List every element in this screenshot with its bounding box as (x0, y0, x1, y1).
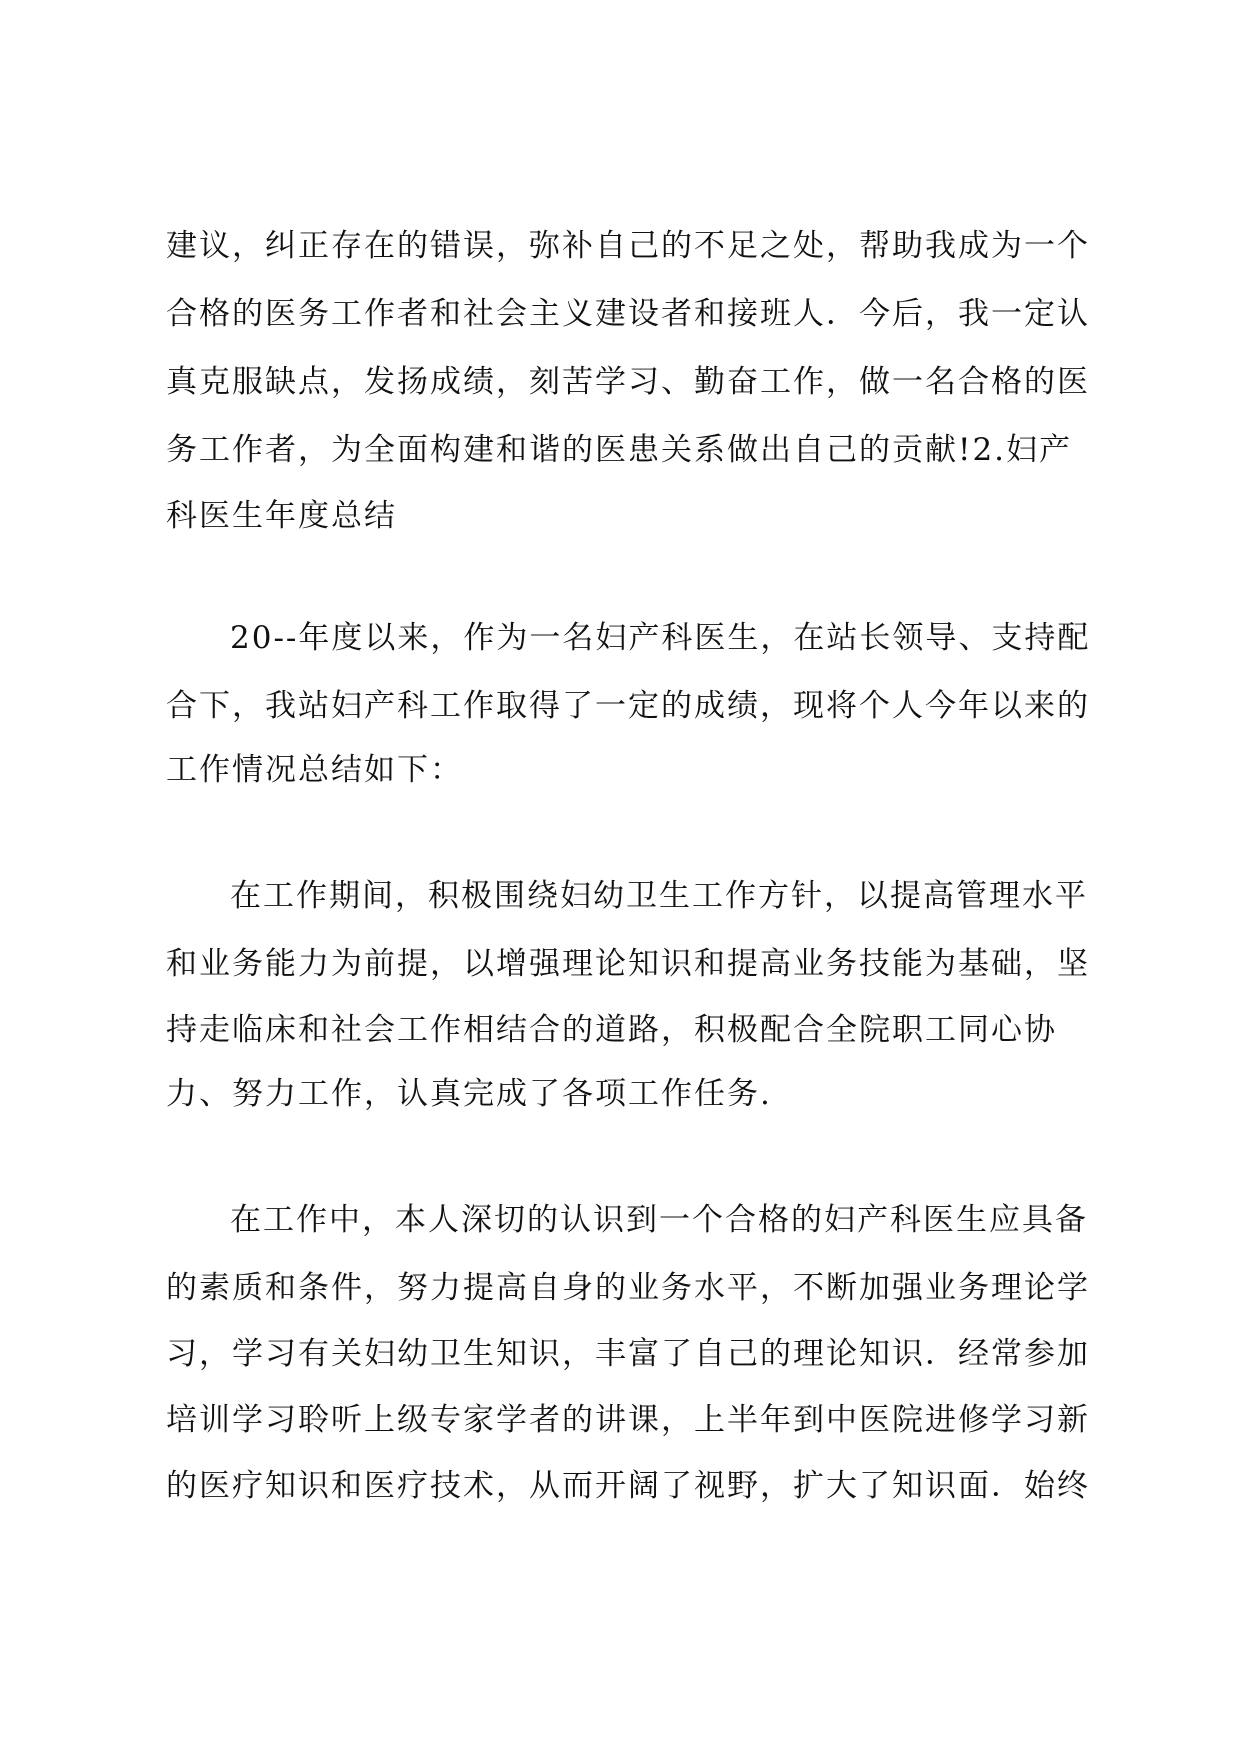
paragraph-1-line-5: 科医生年度总结 (166, 498, 397, 534)
paragraph-4-line-3: 习，学习有关妇幼卫生知识，丰富了自己的理论知识．经常参加 (166, 1336, 1090, 1372)
paragraph-3-line-3: 持走临床和社会工作相结合的道路，积极配合全院职工同心协 (166, 1012, 1057, 1048)
paragraph-3-line-4: 力、努力工作，认真完成了各项工作任务. (166, 1076, 772, 1112)
paragraph-2-line-2: 合下，我站妇产科工作取得了一定的成绩，现将个人今年以来的 (166, 688, 1090, 724)
paragraph-2-line-1: 20--年度以来，作为一名妇产科医生，在站长领导、支持配 (230, 620, 1091, 656)
paragraph-1-line-2: 合格的医务工作者和社会主义建设者和接班人．今后，我一定认 (166, 296, 1090, 332)
paragraph-4-line-1: 在工作中，本人深切的认识到一个合格的妇产科医生应具备 (230, 1202, 1088, 1238)
paragraph-4-line-2: 的素质和条件，努力提高自身的业务水平，不断加强业务理论学 (166, 1270, 1090, 1306)
paragraph-1-line-3: 真克服缺点，发扬成绩，刻苦学习、勤奋工作，做一名合格的医 (166, 364, 1090, 400)
paragraph-1-line-4: 务工作者，为全面构建和谐的医患关系做出自己的贡献!2.妇产 (166, 432, 1073, 468)
paragraph-4-line-4: 培训学习聆听上级专家学者的讲课，上半年到中医院进修学习新 (166, 1402, 1090, 1438)
paragraph-3-line-1: 在工作期间，积极围绕妇幼卫生工作方针，以提高管理水平 (230, 878, 1088, 914)
paragraph-3-line-2: 和业务能力为前提，以增强理论知识和提高业务技能为基础，坚 (166, 946, 1090, 982)
paragraph-1-line-1: 建议，纠正存在的错误，弥补自己的不足之处，帮助我成为一个 (166, 228, 1090, 264)
paragraph-2-line-3: 工作情况总结如下： (166, 752, 463, 788)
paragraph-4-line-5: 的医疗知识和医疗技术，从而开阔了视野，扩大了知识面．始终 (166, 1468, 1090, 1504)
